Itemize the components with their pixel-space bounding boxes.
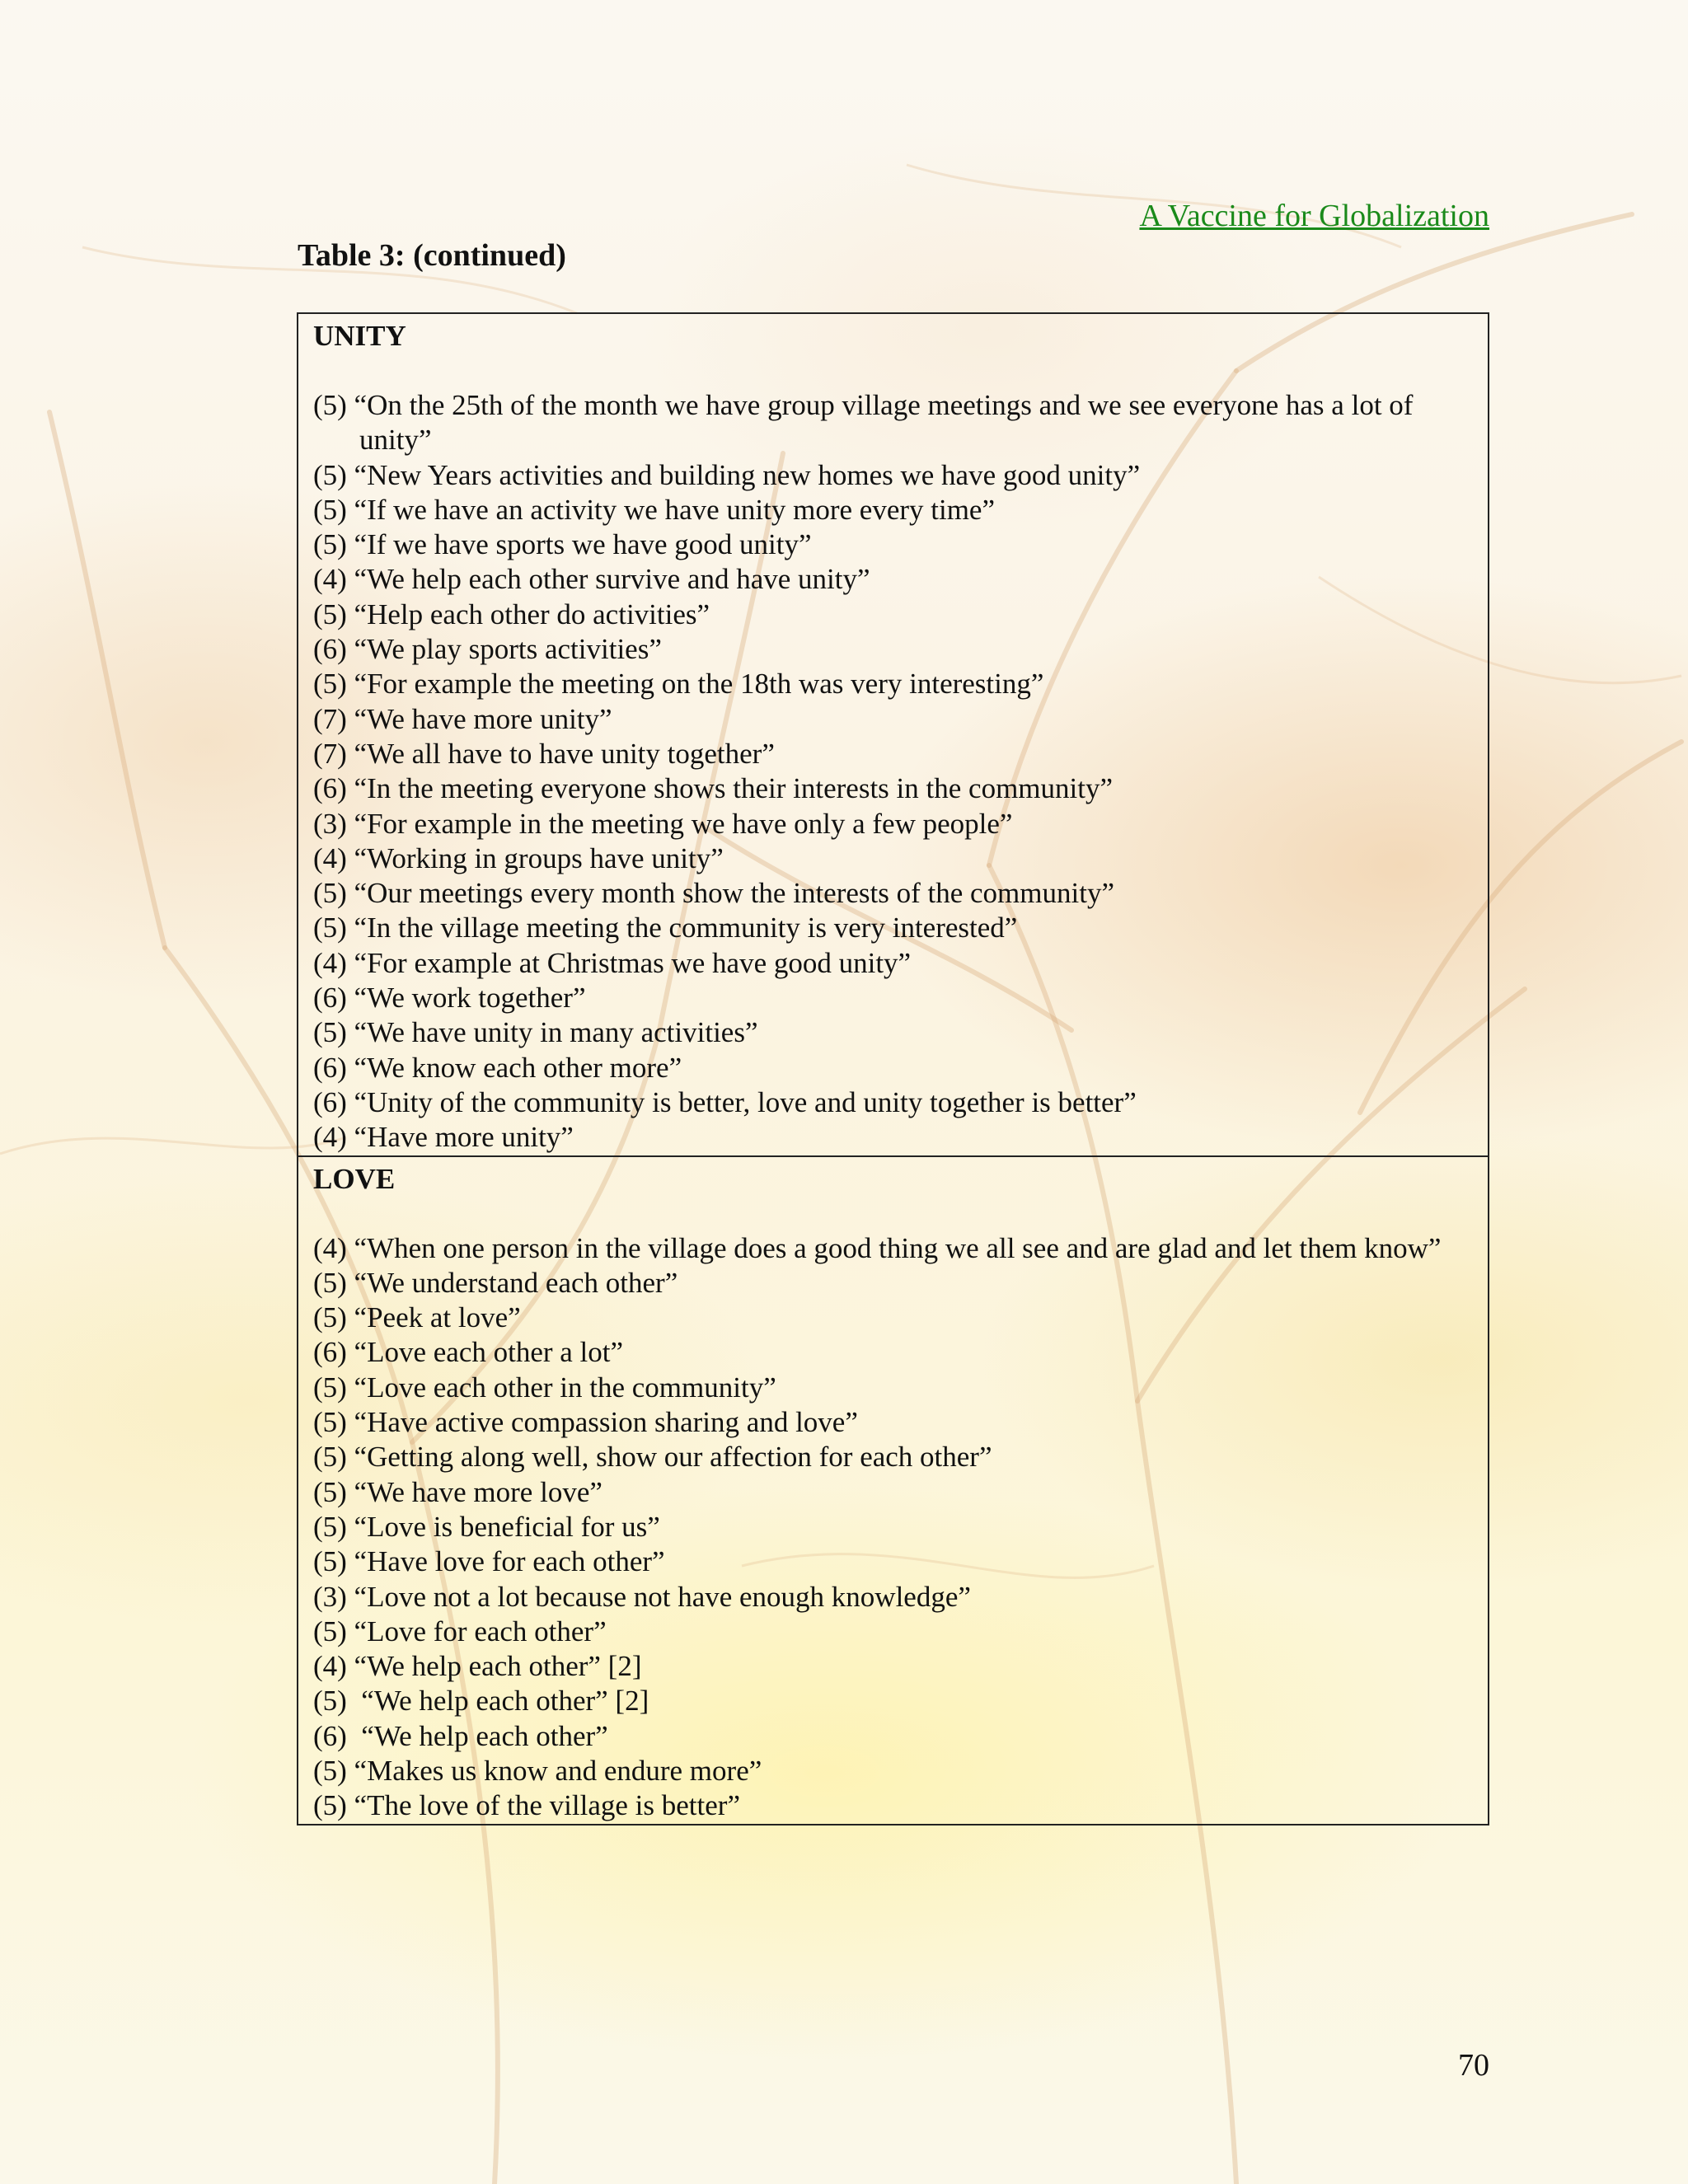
quote-row: (5) “Our meetings every month show the interests of the community” xyxy=(313,877,1114,910)
quote-row: (5) “Have love for each other” xyxy=(313,1545,665,1578)
unity-section xyxy=(298,314,1488,1155)
quote-row: (5) “If we have sports we have good unity” xyxy=(313,528,812,561)
running-header: A Vaccine for Globalization xyxy=(1139,199,1489,233)
quote-row: (5) “Have active compassion sharing and love” xyxy=(313,1406,858,1439)
quote-row: (4) “Working in groups have unity” xyxy=(313,841,724,874)
quote-row: (5) “If we have an activity we have unity more every time” xyxy=(313,493,995,526)
quote-row: (7) “We all have to have unity together” xyxy=(313,737,775,770)
quote-row: (5) “We have unity in many activities” xyxy=(313,1016,758,1049)
quote-row: (6) “In the meeting everyone shows their interests in the community” xyxy=(313,772,1114,805)
page-number: 70 xyxy=(1458,2048,1489,2083)
quote-row: (4) “For example at Christmas we have good unity” xyxy=(313,946,912,979)
quote-row: (5) “Love each other in the community” xyxy=(313,1371,776,1404)
quote-row: (5) “We help each other” [2] xyxy=(313,1685,649,1718)
quote-row: (3) “Love not a lot because not have enough knowledge” xyxy=(313,1580,971,1613)
quote-row: (5) “Love for each other” xyxy=(313,1615,607,1647)
quote-row: (4) “We help each other” [2] xyxy=(313,1650,642,1683)
quote-row: (3) “For example in the meeting we have only a few people” xyxy=(313,807,1013,840)
quote-row: (5) “We have more love” xyxy=(313,1475,603,1508)
quote-row: (5) “We understand each other” xyxy=(313,1266,678,1299)
quote-row: (6) “We help each other” xyxy=(313,1719,608,1752)
quote-row: (4) “When one person in the village does a good thing we all see and are glad and let them know” xyxy=(313,1231,1442,1264)
quotes-table xyxy=(297,312,1489,1825)
quote-row: (5) “New Years activities and building new homes we have good unity” xyxy=(313,458,1141,491)
quote-row: (5) “Help each other do activities” xyxy=(313,598,710,630)
quote-row: (5) “Makes us know and endure more” xyxy=(313,1754,762,1787)
section-title-love: LOVE xyxy=(313,1162,396,1195)
unity-quotes xyxy=(313,388,1473,1155)
quote-row: (5) “Getting along well, show our affection for each other” xyxy=(313,1441,992,1474)
love-quotes xyxy=(313,1231,1473,1824)
quote-row: (5) “In the village meeting the community is very interested” xyxy=(313,912,1018,944)
table-caption: Table 3: (continued) xyxy=(298,238,566,273)
quote-row: (6) “We play sports activities” xyxy=(313,633,662,666)
quote-row: (5) “For example the meeting on the 18th was very interesting” xyxy=(313,668,1044,701)
quote-row: (4) “We help each other survive and have unity” xyxy=(313,563,870,596)
quote-row: (4) “Have more unity” xyxy=(313,1121,574,1154)
quote-row: (7) “We have more unity” xyxy=(313,702,612,735)
quote-row: (5) “Love is beneficial for us” xyxy=(313,1510,660,1543)
quote-row: (6) “Love each other a lot” xyxy=(313,1336,624,1369)
quote-row: (5) “On the 25th of the month we have group village meetings and we see everyone has a lot of unity” xyxy=(313,389,1414,457)
section-title-unity: UNITY xyxy=(313,320,406,352)
quote-row: (5) “Peek at love” xyxy=(313,1301,521,1334)
quote-row: (6) “We work together” xyxy=(313,982,586,1015)
quote-row: (6) “Unity of the community is better, love and unity together is better” xyxy=(313,1085,1137,1118)
quote-row: (5) “The love of the village is better” xyxy=(313,1789,740,1822)
quote-row: (6) “We know each other more” xyxy=(313,1051,682,1084)
love-section xyxy=(298,1155,1488,1824)
